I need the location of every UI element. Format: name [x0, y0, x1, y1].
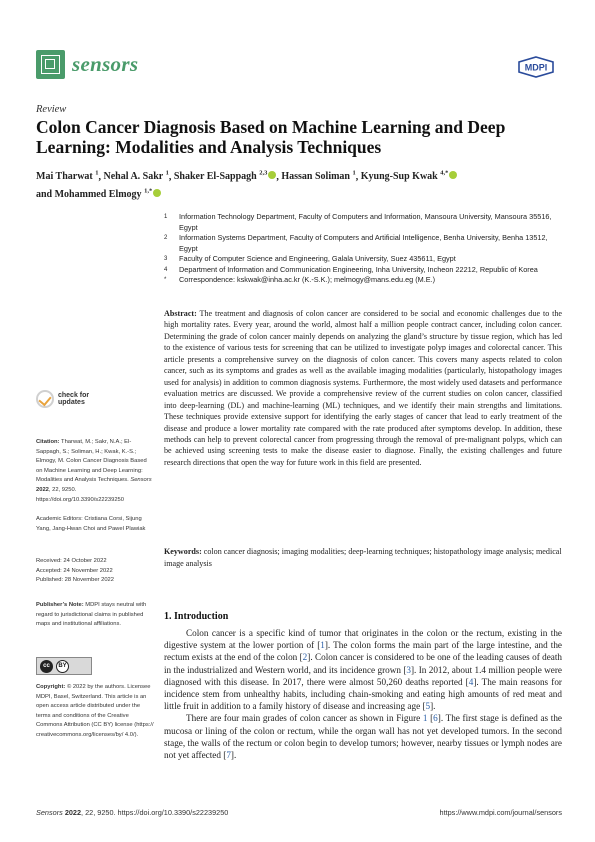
copyright: Copyright: © 2022 by the authors. Licensee MDPI, Basel, Switzerland. This article is an open access article distributed under the terms and conditions of the Creative Commons Attribution (CC BY) license (https:// creativecommons.org/licenses/by/ 4.0/). [36, 684, 154, 738]
author[interactable]: Hassan Soliman $^1$ [281, 170, 356, 183]
author[interactable]: Kyung-Sup Kwak $^{4,*}$ [361, 171, 458, 182]
attribution-icon: BY [56, 660, 69, 673]
affiliation: 2 Information Systems Department, Faculty of Computers and Artificial Intelligence, Benha University, Benha 13512, Egypt [164, 233, 548, 253]
reference-link[interactable]: 6 [433, 713, 438, 724]
author[interactable]: Nehal A. Sakr $^1$ [103, 170, 169, 183]
publisher-note: Publisher’s Note: MDPI stays neutral with regard to jurisdictional claims in published maps and institutional affiliations. [36, 602, 147, 628]
affiliation: 3 Faculty of Computer Science and Engineering, Galala University, Suez 435611, Egypt [164, 254, 456, 263]
abstract-label: Abstract: [164, 309, 197, 318]
creative-commons-icon: cc [40, 660, 53, 673]
footer-doi-link[interactable]: , 22, 9250. https://doi.org/10.3390/s22239250 [81, 808, 229, 817]
reference-link[interactable]: 3 [406, 664, 411, 675]
section-heading: 1. Introduction [164, 611, 229, 622]
journal-logo[interactable] [36, 50, 138, 79]
orcid-icon[interactable] [449, 171, 457, 179]
academic-editors: Academic Editors: Cristiana Corsi, Sijung Yang, Jang-Hwan Choi and Pawel Plawiak [36, 516, 146, 532]
reference-link[interactable]: 2 [302, 652, 308, 663]
affiliations [164, 212, 564, 286]
paragraph: Colon cancer is a specific kind of tumor that originates in the colon or the rectum, existing in the digestive system at the lower portion of [1]. The colon forms the main part of the large intestine, and the rectum exists at the end of the colon [2]. Colon cancer is considered to be one of the leading causes of death in the industrialized and Western world, and its incidence grown [3]. In 2012, about 1.4 million people were diagnosed with this disease. In 2017, there were almost 50,260 deaths reported [4]. The main reasons for incidence stem from unhealthy habits, including chain-smoking and eating high amounts of red meat and little fruit in addition to a family history of disease and increasing age [5]. [164, 628, 563, 712]
mdpi-logo-icon[interactable] [516, 56, 556, 78]
footer-citation: Sensors 2022, 22, 9250. https://doi.org/10.3390/s22239250 [36, 808, 229, 817]
author[interactable]: Mai Tharwat $^1$ [36, 170, 99, 183]
keywords-label: Keywords: [164, 547, 202, 556]
reference-link[interactable]: 4 [468, 676, 474, 687]
orcid-icon[interactable] [268, 171, 276, 179]
affiliation: 1 Information Technology Department, Faculty of Computers and Information, Mansoura University, Mansoura 35516, Egypt [164, 212, 552, 232]
orcid-icon[interactable] [153, 189, 161, 197]
check-updates-icon [36, 390, 54, 408]
journal-icon [36, 50, 65, 79]
citation-doi-link[interactable]: , 22, 9250. https://doi.org/10.3390/s22239250 [36, 486, 124, 503]
abstract-text: The treatment and diagnosis of colon cancer are considered to be social and economic challenges due to the high mortality rates. Every year, around the world, almost half a million people contract cancer, including colon cancer. Determining the grade of colon cancer mainly depends on analyzing the gland’s structure by tissue region, which has led to the existence of various tests for screening that can be utilized to investigate polyp images and colorectal cancer. This article presents a comprehensive survey on the diagnosis of colon cancer. This covers many aspects related to colon cancer, such as its symptoms and grades as well as the available imaging modalities (particularly, histopathology images used for analysis) in addition to common diagnosis systems. Furthermore, the most widely used datasets and performance evaluation metrics are discussed. We provide a comprehensive review of the current studies on colon cancer, classified into deep-learning (DL) and machine-learning (ML) techniques, and we identify their main strengths and limitations. These techniques provide extensive support for identifying the early stages of cancer that lead to early treatment of the disease and produce a lower mortality rate compared with the rate produced after symptoms develop. In addition, these methods can help to prevent colorectal cancer from progressing through the removal of pre-malignant polyps, which can be achieved using screening tests to make the disease easier to diagnose. Finally, the existing challenges and future research directions that open the way for future work in this field are presented. [164, 309, 562, 467]
introduction-body [164, 627, 562, 761]
correspondence[interactable]: * Correspondence: kskwak@inha.ac.kr (K.-S.K.); melmogy@mans.edu.eg (M.E.) [164, 275, 436, 284]
abstract [164, 308, 562, 468]
article-type: Review [36, 104, 67, 115]
keywords [164, 546, 562, 569]
reference-link[interactable]: 1 [320, 640, 325, 651]
figure-link[interactable]: 1 [422, 713, 428, 724]
check-for-updates-button[interactable]: check for updates [36, 390, 89, 408]
keywords-text: colon cancer diagnosis; imaging modalities; deep-learning techniques; histopathology image analysis; medical image analysis [164, 547, 562, 568]
paragraph: There are four main grades of colon cancer as shown in Figure 1 [6]. The first stage is defined as the mucosa or lining of the colon or rectum, while the organ wall has not yet developed tumors. In the second stage, the walls of the rectum or colon begin to develop tumors; however, nearby tissues or lymph nodes are not yet affected [7]. [164, 713, 562, 761]
publication-dates: Received: 24 October 2022 Accepted: 24 November 2022 Published: 28 November 2022 [36, 558, 114, 584]
author[interactable]: and Mohammed Elmogy $^{1,*}$ [36, 189, 161, 200]
mdpi-logo-text: MDPI [524, 62, 548, 73]
author-list: Mai Tharwat $^1$, Nehal A. Sakr $^1$, Shaker El-Sappagh $^{2,3}$ , Hassan Soliman $^1$, Kyung-Sup Kwak $^{4,*}$ and Mohammed Elmogy $^{1,*}$ [36, 167, 561, 202]
journal-name: sensors [72, 52, 139, 76]
footer-journal-url[interactable]: https://www.mdpi.com/journal/sensors [439, 808, 562, 817]
reference-link[interactable]: 7 [226, 750, 231, 761]
cc-license-badge[interactable] [36, 657, 92, 675]
paper-title: Colon Cancer Diagnosis Based on Machine Learning and Deep Learning: Modalities and Analysis Techniques [36, 117, 506, 157]
reference-link[interactable]: 5 [425, 701, 431, 712]
author[interactable]: Shaker El-Sappagh $^{2,3}$ [174, 171, 277, 182]
affiliation: 4 Department of Information and Communication Engineering, Inha University, Incheon 22212, Republic of Korea [164, 264, 538, 274]
citation: Citation: Tharwat, M.; Sakr, N.A.; El-Sappagh, S.; Soliman, H.; Kwak, K.-S.; Elmogy, M. Colon Cancer Diagnosis Based on Machine Learning and Deep Learning: Modalities and Analysis Techniques. Sensors 2022, 22, 9250. https://doi.org/10.3390/s22239250 [36, 439, 152, 503]
